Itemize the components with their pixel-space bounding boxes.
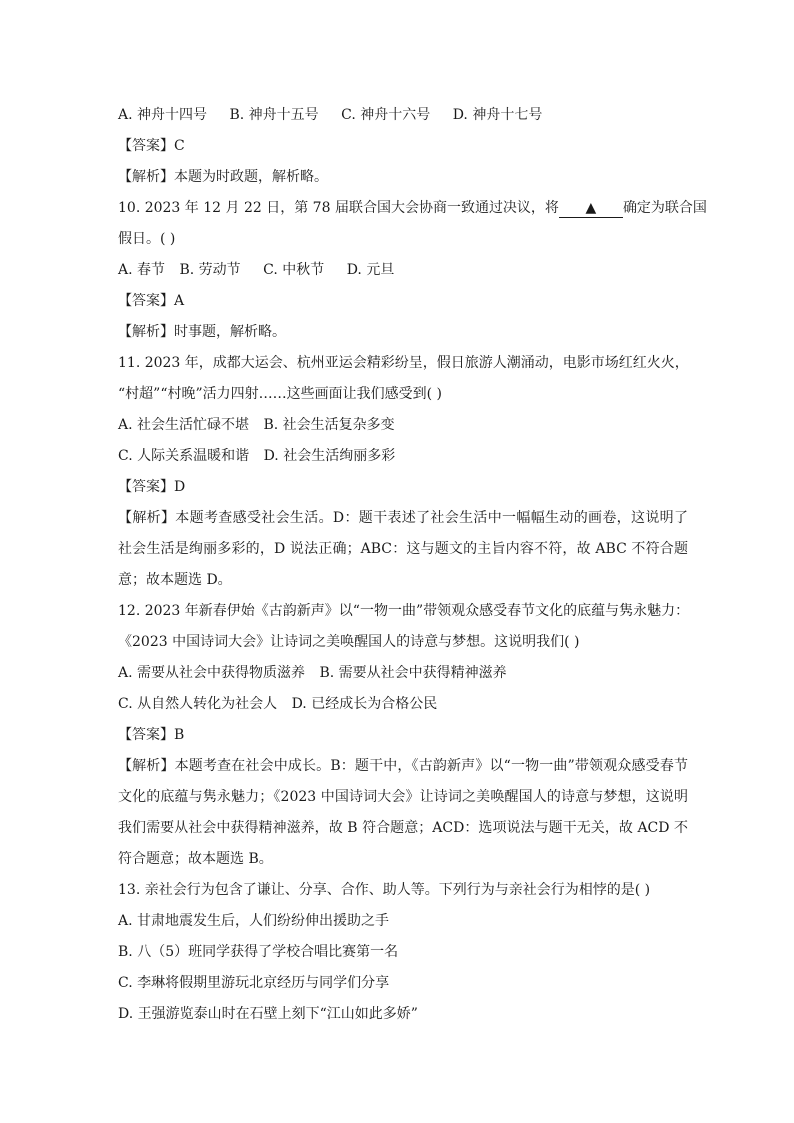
q13-option-c: C. 李琳将假期里游玩北京经历与同学们分享	[118, 975, 390, 991]
q13-option-a: A. 甘肃地震发生后，人们纷纷伸出援助之手	[118, 913, 390, 929]
q13-stem: 13. 亲社会行为包含了谦让、分享、合作、助人等。下列行为与亲社会行为相悖的是( )	[118, 882, 651, 898]
q12-options-row-1	[118, 658, 688, 689]
q11-stem-line-1: 11. 2023 年，成都大运会、杭州亚运会精彩纷呈，假日旅游人潮涌动，电影市场红红火火，	[118, 355, 689, 371]
q12-stem-line-2: 《2023 中国诗词大会》让诗词之美唤醒国人的诗意与梦想。这说明我们( )	[118, 634, 580, 650]
q13-option-d: D. 王强游览泰山时在石壁上刻下“江山如此多娇”	[118, 1006, 418, 1022]
q12-option-b: B. 需要从社会中获得精神滋养	[319, 665, 507, 681]
q11-stem-line-2: “村超”“村晚”活力四射……这些画面让我们感受到( )	[118, 386, 443, 402]
q10-analysis: 【解析】时事题，解析略。	[118, 324, 286, 340]
q12-answer: 【答案】B	[118, 727, 185, 743]
q11-option-c: C. 人际关系温暖和谐	[118, 448, 250, 464]
q9-option-c: C. 神舟十六号	[341, 107, 431, 123]
document-page	[118, 100, 707, 1030]
q10-option-b: B. 劳动节	[179, 262, 241, 278]
q10-stem-line-2: 假日。( )	[118, 231, 176, 247]
q9-options	[118, 100, 688, 131]
q11-options-row-2	[118, 441, 688, 472]
q12-option-c: C. 从自然人转化为社会人	[118, 696, 278, 712]
q10-stem-a: 10. 2023 年 12 月 22 日，第 78 届联合国大会协商一致通过决议，将	[118, 200, 559, 216]
q11-option-b: B. 社会生活复杂多变	[263, 417, 395, 433]
q9-option-a: A. 神舟十四号	[118, 107, 208, 123]
q12-analysis: 【解析】本题考查在社会中成长。B：题干中，《古韵新声》以“一物一曲”带领观众感受春节文化的底蕴与隽永魅力；《2023 中国诗词大会》让诗词之美唤醒国人的诗意与梦想，这说明我们需要从社会中获得精神滋养，故 B 符合题意；ACD：选项说法与题干无关，故 ACD 不符合题意；故本题选 B。	[118, 758, 688, 867]
q10-option-d: D. 元旦	[346, 262, 395, 278]
q10-blank: ▲	[559, 199, 623, 218]
q9-answer: 【答案】C	[118, 138, 185, 154]
q11-answer: 【答案】D	[118, 479, 186, 495]
q12-options-row-2	[118, 689, 688, 720]
q10-options	[118, 255, 688, 286]
q10-answer: 【答案】A	[118, 293, 185, 309]
q10-option-c: C. 中秋节	[263, 262, 325, 278]
q11-option-d: D. 社会生活绚丽多彩	[263, 448, 396, 464]
q9-option-d: D. 神舟十七号	[452, 107, 543, 123]
q11-analysis: 【解析】本题考查感受社会生活。D：题干表述了社会生活中一幅幅生动的画卷，这说明了社会生活是绚丽多彩的，D 说法正确；ABC：这与题文的主旨内容不符，故 ABC 不符合题意；故本题选 D。	[118, 510, 688, 588]
q9-analysis: 【解析】本题为时政题，解析略。	[118, 169, 328, 185]
q12-option-d: D. 已经成长为合格公民	[291, 696, 438, 712]
q10-stem-b: 确定为联合国	[622, 200, 707, 216]
q12-stem-line-1: 12. 2023 年新春伊始《古韵新声》以“一物一曲”带领观众感受春节文化的底蕴与隽永魅力：	[118, 603, 690, 619]
q13-option-b: B. 八（5）班同学获得了学校合唱比赛第一名	[118, 944, 399, 960]
q11-options-row-1	[118, 410, 688, 441]
q12-option-a: A. 需要从社会中获得物质滋养	[118, 665, 306, 681]
q9-option-b: B. 神舟十五号	[229, 107, 319, 123]
q10-option-a: A. 春节	[118, 262, 166, 278]
q11-option-a: A. 社会生活忙碌不堪	[118, 417, 250, 433]
q10-stem-line-1	[118, 193, 707, 224]
